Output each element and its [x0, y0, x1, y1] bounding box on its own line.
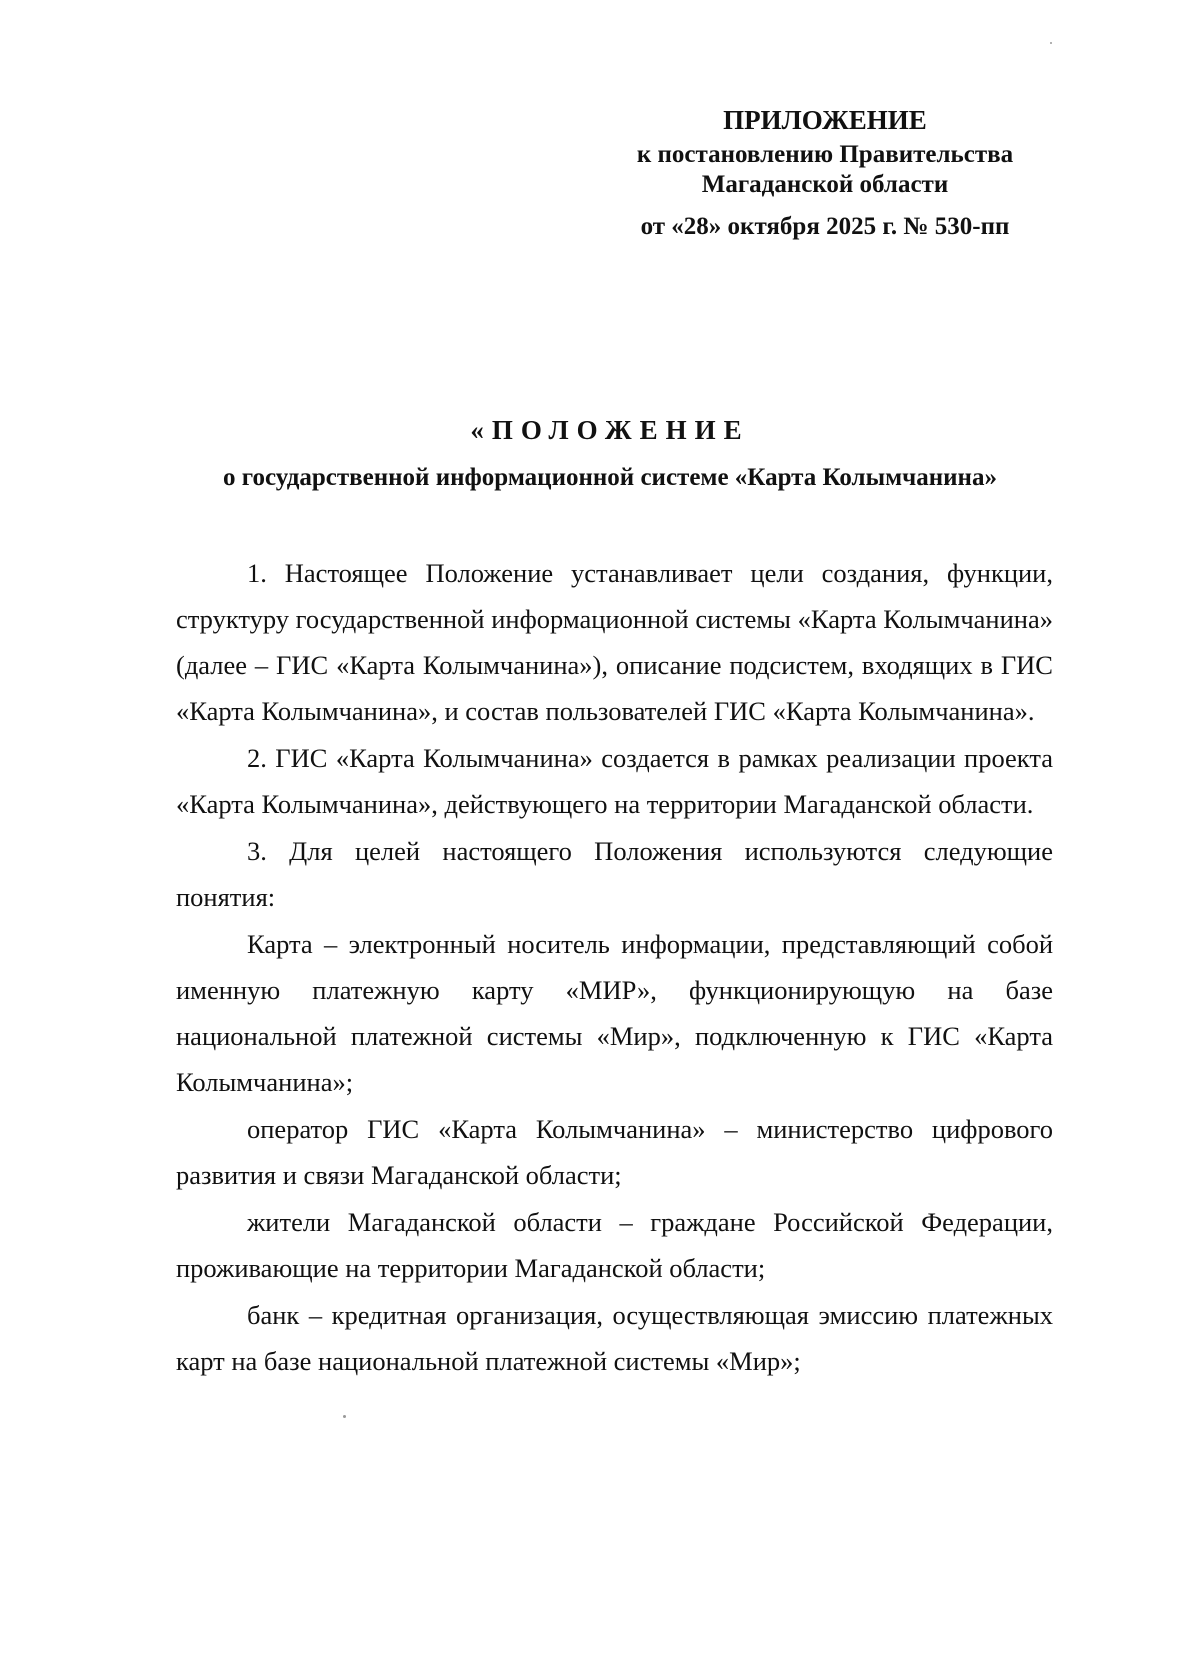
document-body [176, 550, 1053, 1385]
document-title: «ПОЛОЖЕНИЕ [470, 415, 750, 445]
scan-speck [343, 1415, 346, 1418]
paragraph-2: 2. ГИС «Карта Колымчанина» создается в рамках реализации проекта «Карта Колымчанина», действующего на территории Магаданской области. [176, 743, 1053, 819]
definition-bank: банк – кредитная организация, осуществляющая эмиссию платежных карт на базе национальной платежной системы «Мир»; [176, 1300, 1053, 1376]
definition-residents: жители Магаданской области – граждане Российской Федерации, проживающие на территории Магаданской области; [176, 1207, 1053, 1283]
appendix-region-line: Магаданской области [701, 171, 949, 198]
document-subtitle: о государственной информационной системе «Карта Колымчанина» [223, 464, 997, 491]
scan-speck [1050, 42, 1052, 44]
appendix-resolution-line: к постановлению Правительства [636, 141, 1014, 168]
appendix-header [600, 100, 1050, 242]
paragraph-3: 3. Для целей настоящего Положения используются следующие понятия: [176, 836, 1053, 912]
paragraph-1: 1. Настоящее Положение устанавливает цели создания, функции, структуру государственной информационной системы «Карта Колымчанина» (далее – ГИС «Карта Колымчанина»), описание подсистем, входящих в ГИС «Карта Колымчанина», и состав пользователей ГИС «Карта Колымчанина». [176, 558, 1053, 726]
appendix-title: ПРИЛОЖЕНИЕ [723, 105, 927, 135]
definition-card: Карта – электронный носитель информации, представляющий собой именную платежную карту «МИР», функционирующую на базе национальной платежной системы «Мир», подключенную к ГИС «Карта Колымчанина»; [176, 929, 1053, 1097]
document-heading [170, 410, 1050, 498]
appendix-date-line: от «28» октября 2025 г. № 530-пп [640, 213, 1010, 240]
definition-operator: оператор ГИС «Карта Колымчанина» – министерство цифрового развития и связи Магаданской области; [176, 1114, 1053, 1190]
